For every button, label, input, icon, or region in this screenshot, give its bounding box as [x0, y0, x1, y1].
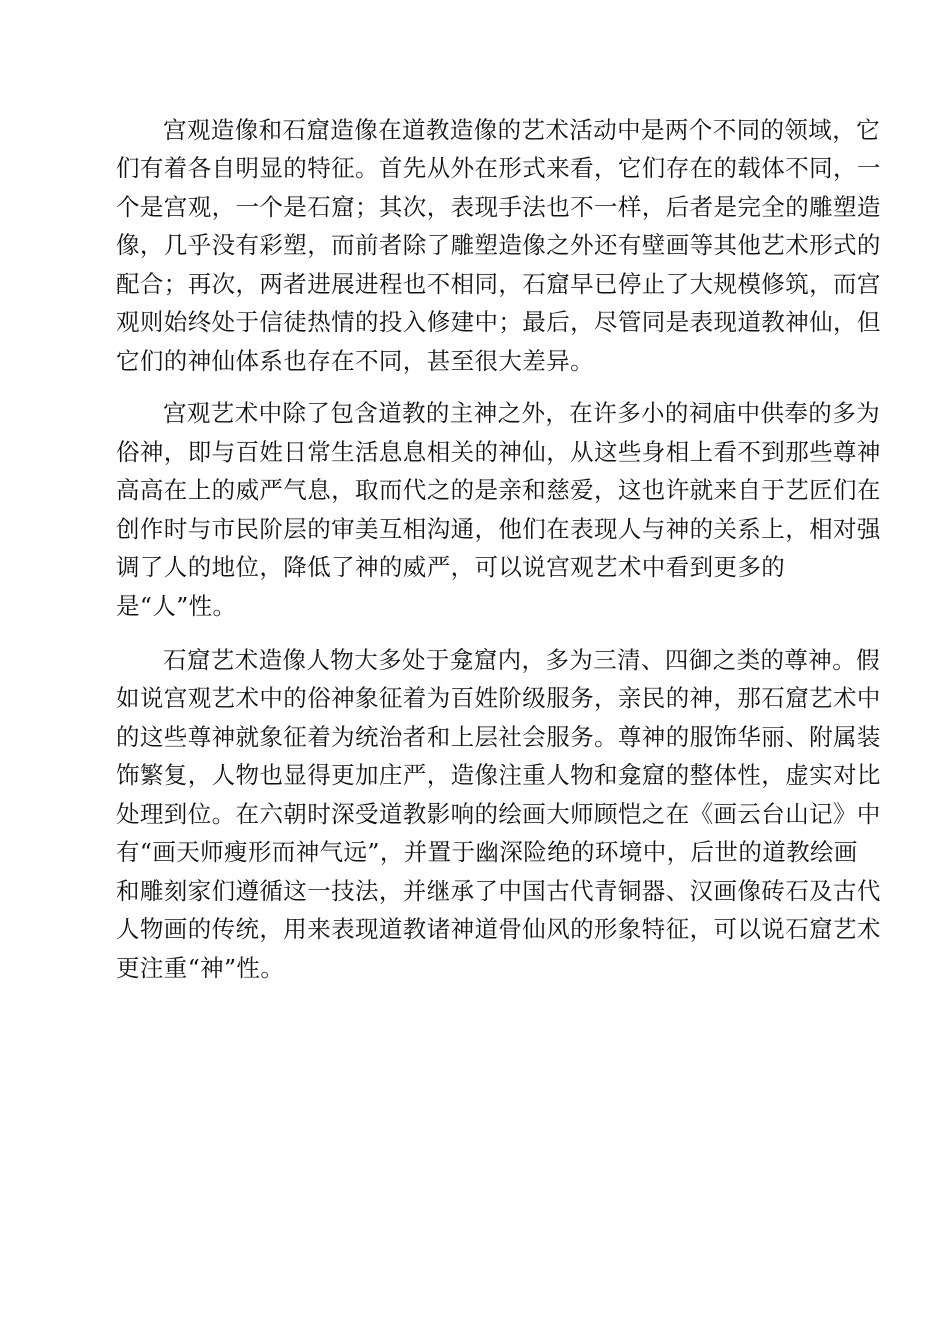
paragraph-2-line-1: 宫观艺术中除了包含道教的主神之外，在许多小的祠庙中供奉的多为	[163, 399, 880, 427]
paragraph-3-line-8: 人物画的传统，用来表现道教诸神道骨仙风的形象特征，可以说石窟艺术	[116, 915, 881, 943]
paragraph-2-line-6: 是“人”性。	[116, 592, 237, 620]
paragraph-2-line-3: 高高在上的威严气息，取而代之的是亲和慈爱，这也许就来自于艺匠们在	[116, 476, 881, 504]
paragraph-3-line-6: 有“画天师瘦形而神气远”，并置于幽深险绝的环境中，后世的道教绘画	[116, 838, 858, 866]
paragraph-1-line-3: 个是宫观，一个是石窟；其次，表现手法也不一样，后者是完全的雕塑造	[116, 193, 881, 221]
paragraph-3-line-7: 和雕刻家们遵循这一技法，并继承了中国古代青铜器、汉画像砖石及古代	[116, 877, 881, 905]
paragraph-1-line-6: 观则始终处于信徒热情的投入修建中；最后，尽管同是表现道教神仙，但	[116, 308, 881, 336]
paragraph-3-line-5: 处理到位。在六朝时深受道教影响的绘画大师顾恺之在《画云台山记》中	[116, 800, 881, 828]
paragraph-1-line-5: 配合；再次，两者进展进程也不相同，石窟早已停止了大规模修筑，而宫	[116, 270, 881, 298]
paragraph-3-line-4: 饰繁复，人物也显得更加庄严，造像注重人物和龛窟的整体性，虚实对比	[116, 761, 881, 789]
paragraph-3-line-3: 的这些尊神就象征着为统治者和上层社会服务。尊神的服饰华丽、附属装	[116, 723, 881, 751]
paragraph-3-line-1: 石窟艺术造像人物大多处于龛窟内，多为三清、四御之类的尊神。假	[163, 646, 880, 674]
paragraph-1-line-1: 宫观造像和石窟造像在道教造像的艺术活动中是两个不同的领域，它	[163, 116, 880, 144]
paragraph-1-line-7: 它们的神仙体系也存在不同，甚至很大差异。	[116, 347, 594, 375]
paragraph-2-line-5: 调了人的地位，降低了神的威严，可以说宫观艺术中看到更多的	[116, 553, 786, 581]
paragraph-2-line-2: 俗神，即与百姓日常生活息息相关的神仙，从这些身相上看不到那些尊神	[116, 438, 881, 466]
paragraph-3-line-9: 更注重“神”性。	[116, 954, 285, 982]
paragraph-1-line-4: 像，几乎没有彩塑，而前者除了雕塑造像之外还有壁画等其他艺术形式的	[116, 231, 881, 259]
paragraph-2-line-4: 创作时与市民阶层的审美互相沟通，他们在表现人与神的关系上，相对强	[116, 515, 881, 543]
paragraph-3-line-2: 如说宫观艺术中的俗神象征着为百姓阶级服务，亲民的神，那石窟艺术中	[116, 684, 881, 712]
paragraph-1-line-2: 们有着各自明显的特征。首先从外在形式来看，它们存在的载体不同，一	[116, 154, 881, 182]
